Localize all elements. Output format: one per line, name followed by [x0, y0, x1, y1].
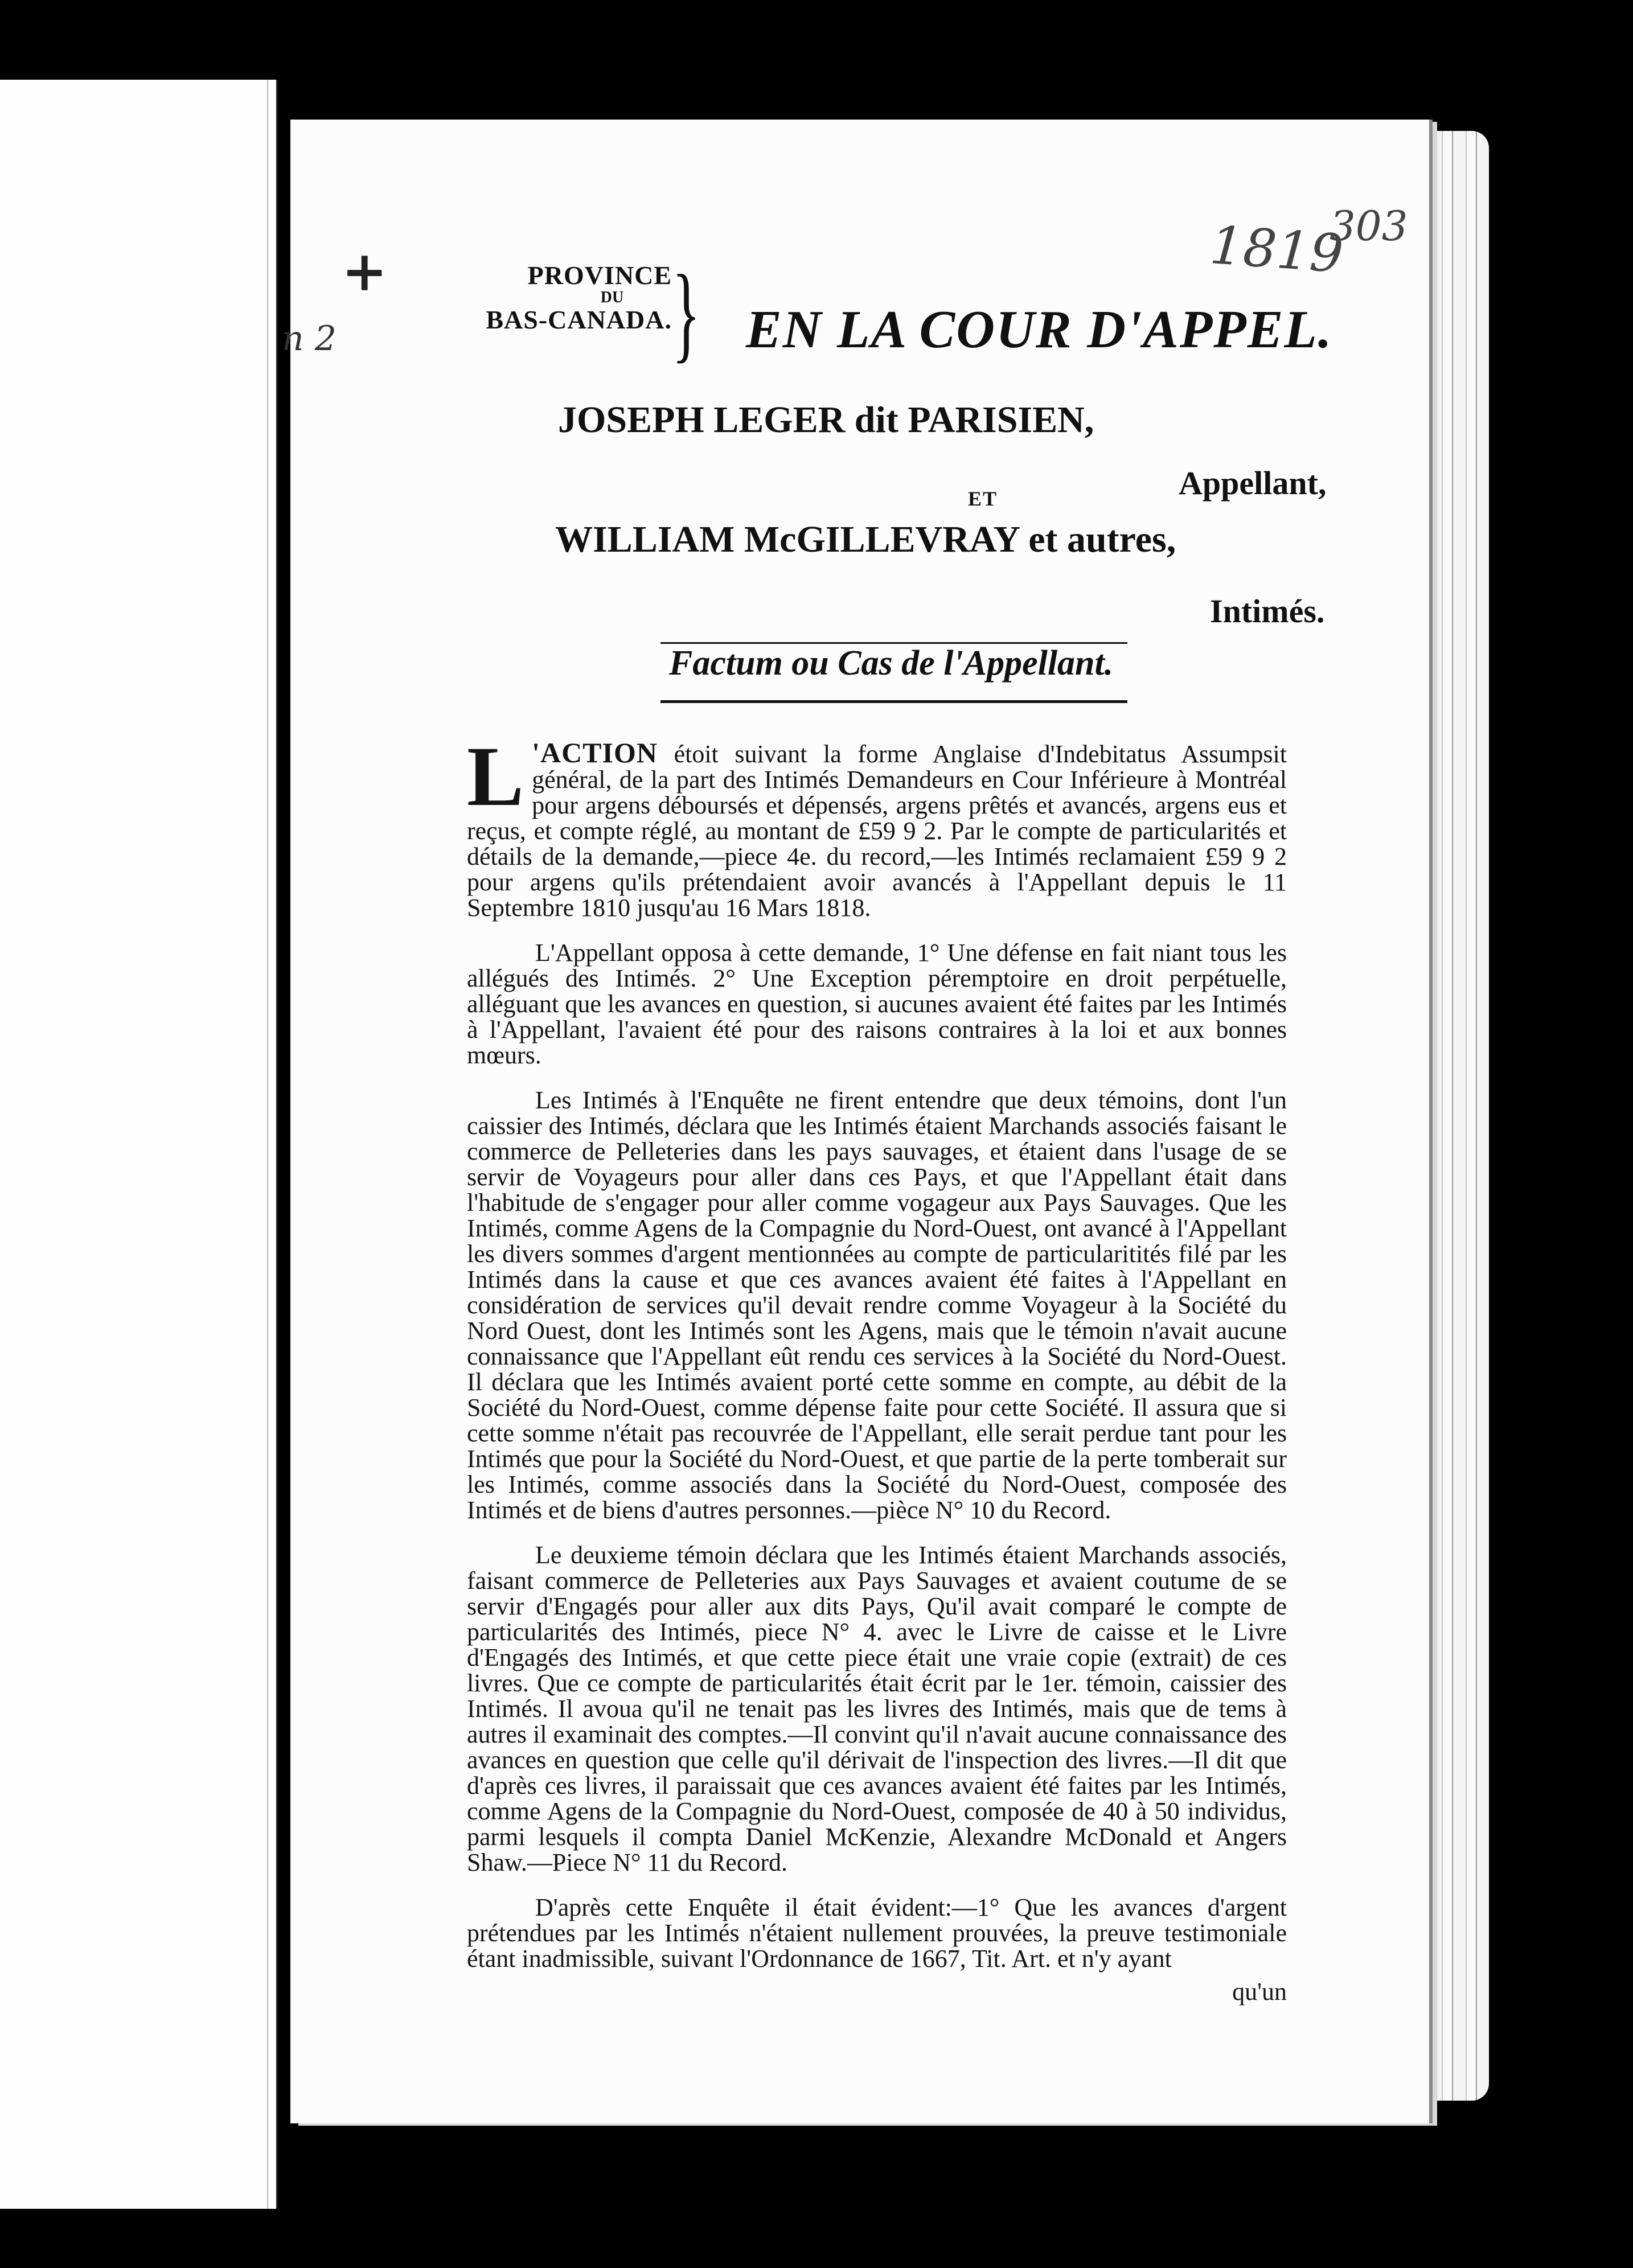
catchword: qu'un [1232, 1978, 1287, 2006]
paragraph-1 [467, 729, 1287, 922]
province-line-1: PROVINCE [527, 261, 672, 290]
handwritten-year: 1819 [1208, 214, 1345, 285]
province-heading [484, 262, 672, 334]
paragraph-1-text: étoit suivant la forme Anglaise d'Indebitatus Assumpsit général, de la part des Intimés Demandeurs en Cour Inférieure à Montréal pour argens déboursés et dépensés, argens prêtés et avancés, argens eus et reçus, et compte réglé, au montant de £59 9 2. Par le compte de particularités et détails de la demande,—piece 4e. du record,—les Intimés reclamaient £59 9 2 pour argens qu'ils prétendaient avoir avancés à l'Appellant depuis le 11 Septembre 1810 jusqu'au 16 Mars 1818. [467, 740, 1287, 922]
court-title: EN LA COUR D'APPEL. [746, 300, 1333, 359]
province-line-3: BAS-CANADA. [486, 305, 672, 334]
margin-mark-plus: + [342, 239, 388, 303]
paragraph-5 [467, 1893, 1287, 2006]
conjunction-et: ET [968, 487, 998, 510]
respondent-name: WILLIAM McGILLEVRAY et autres, [555, 519, 1176, 560]
body-text [467, 729, 1287, 2006]
margin-mark-left: n 2 [282, 319, 337, 359]
paragraph-2: L'Appellant opposa à cette demande, 1° Une défense en fait niant tous les allégués des Intimés. 2° Une Exception péremptoire en droit perpétuelle, alléguant que les avances en question, si aucunes avaient été faites par les Intimés à l'Appellant, l'avaient été pour des raisons contraires à la loi et aux bonnes mœurs. [467, 939, 1287, 1069]
paragraph-1-lead: 'ACTION [532, 737, 658, 769]
drop-cap: L [467, 729, 524, 824]
paragraph-4: Le deuxieme témoin déclara que les Intimés étaient Marchands associés, faisant commerce de Pelleteries aux Pays Sauvages et avaient coutume de se servir d'Engagés pour aller aux dits Pays, Qu'il avait comparé le compte de particularités des Intimés, piece N° 4. avec le Livre de caisse et le Livre d'Engagés des Intimés, et que cette piece était une vraie copie (extrait) de ces livres. Que ce compte de particularités était écrit par le 1er. témoin, caissier des Intimés. Il avoua qu'il ne tenait pas les livres des Intimés, mais que de tems à autres il examinait des comptes.—Il convint qu'il n'avait aucune connaissance des avances en question que celle qu'il dérivait de l'inspection des livres.—Il dit que d'après ces livres, il paraissait que ces avances avaient été faites par les Intimés, comme Agens de la Compagnie du Nord-Ouest, composée de 40 à 50 individus, parmi lesquels il compta Daniel McKenzie, Alexandre McDonald et Angers Shaw.—Piece N° 11 du Record. [467, 1541, 1287, 1876]
handwritten-folio-number: 303 [1330, 202, 1408, 250]
facing-page-edge [0, 80, 278, 2209]
document-title: Factum ou Cas de l'Appellant. [669, 644, 1114, 683]
appellant-role: Appellant, [1179, 465, 1327, 502]
paragraph-5-text: D'après cette Enquête il était évident:—1° Que les avances d'argent prétendues par les Intimés n'étaient nullement prouvées, la preuve testimoniale étant inadmissible, suivant l'Ordonnance de 1667, Tit. Art. et n'y ayant [467, 1893, 1287, 1973]
province-line-2: DU [600, 289, 624, 307]
respondent-role: Intimés. [1210, 593, 1325, 630]
curly-brace-glyph: } [672, 253, 701, 373]
paragraph-3: Les Intimés à l'Enquête ne firent entendre que deux témoins, dont l'un caissier des Intimés, déclara que les Intimés étaient Marchands associés faisant le commerce de Pelleteries dans les pays sauvages, et étaient dans l'usage de se servir de Voyageurs pour aller dans ces Pays, et que l'Appellant était dans l'habitude de s'engager pour aller comme vogageur aux Pays Sauvages. Que les Intimés, comme Agens de la Compagnie du Nord-Ouest, ont avancé à l'Appellant les divers sommes d'argent mentionnées au compte de particularitités filé par les Intimés dans la cause et que ces avances avaient été faites à l'Appellant en considération de services qu'il devait rendre comme Voyageur à la Société du Nord Ouest, dont les Intimés sont les Agens, mais que le témoin n'avait aucune connaissance que l'Appellant eût rendu ces services à la Société du Nord-Ouest. Il déclara que les Intimés avaient porté cette somme en compte, au débit de la Société du Nord-Ouest, comme dépense faite pour cette Société. Il assura que si cette somme n'était pas recouvrée de l'Appellant, elle serait perdue tant pour les Intimés que pour la Société du Nord-Ouest, et que partie de la perte tomberait sur les Intimés, comme associés dans la Société du Nord-Ouest, composée des Intimés et de biens d'autres personnes.—pièce N° 10 du Record. [467, 1086, 1287, 1524]
title-rule-bottom [660, 700, 1127, 703]
appellant-name: JOSEPH LEGER dit PARISIEN, [558, 399, 1094, 441]
